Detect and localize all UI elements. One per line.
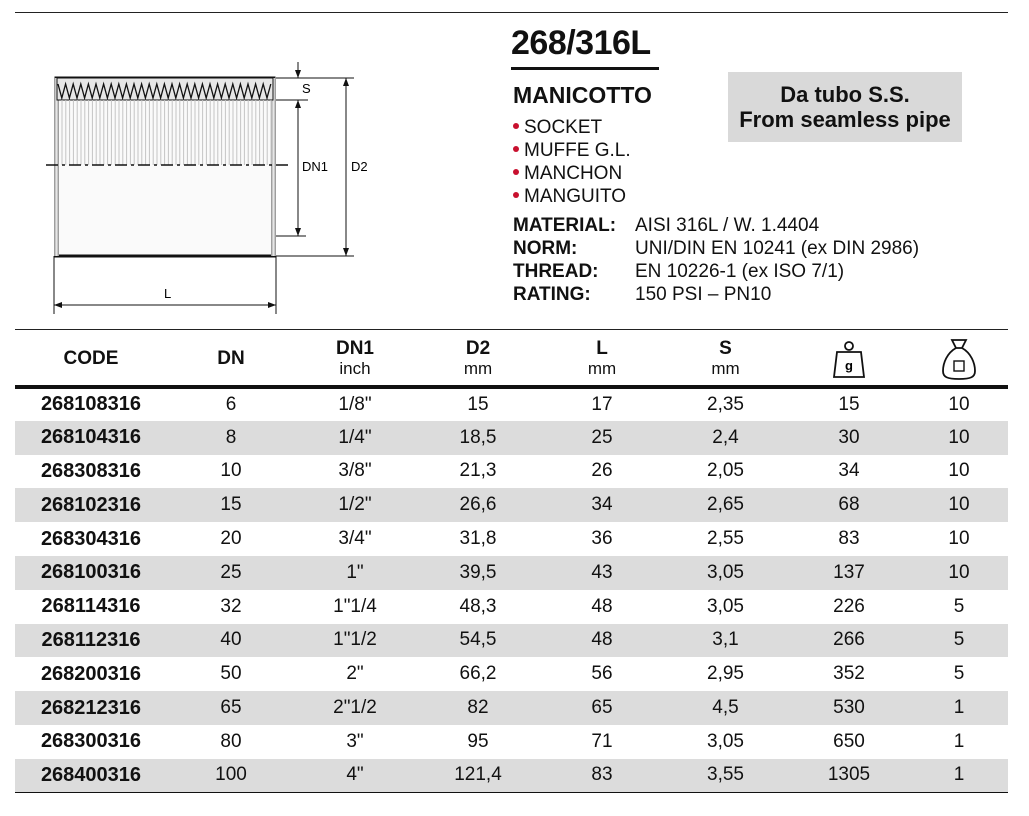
spec-value: UNI/DIN EN 10241 (ex DIN 2986) <box>635 237 920 259</box>
cell-code: 268104316 <box>40 426 142 449</box>
cell-dn: 80 <box>220 730 242 752</box>
cell-package-qty: 10 <box>948 494 970 516</box>
cell-code: 268108316 <box>40 393 142 416</box>
bullet-dot-icon <box>513 123 519 129</box>
table-row <box>15 759 1008 793</box>
cell-dn1: 1"1/2 <box>333 629 377 651</box>
cell-s: 2,65 <box>707 494 744 516</box>
cell-s: 3,05 <box>707 595 744 617</box>
table-header-row <box>15 333 1008 387</box>
weight-icon <box>832 339 866 379</box>
cell-s: 3,55 <box>663 759 788 793</box>
cell-weight: 137 <box>833 561 865 583</box>
cell-code: 268308316 <box>40 459 142 482</box>
svg-text:g: g <box>845 358 853 373</box>
label-l: L <box>164 286 172 301</box>
cell-dn1: 1" <box>346 561 364 583</box>
top-rule <box>15 12 1008 13</box>
cell-dn1: 4" <box>295 759 415 793</box>
cell-s: 2,05 <box>707 460 744 482</box>
cell-l: 34 <box>591 494 613 516</box>
cell-dn: 100 <box>167 759 295 793</box>
spec-value: EN 10226-1 (ex ISO 7/1) <box>635 260 845 282</box>
cell-dn: 20 <box>220 528 242 550</box>
cell-weight: 352 <box>833 663 865 685</box>
origin-box <box>728 72 962 142</box>
cell-d2: 54,5 <box>459 629 497 651</box>
header-unit: inch <box>339 359 371 378</box>
cell-package-qty: 10 <box>948 460 970 482</box>
cell-code: 268112316 <box>41 628 141 651</box>
cell-d2: 21,3 <box>459 460 497 482</box>
cell-dn: 50 <box>220 663 242 685</box>
cell-dn1: 1"1/4 <box>333 595 377 617</box>
table-row <box>15 522 1008 556</box>
header-package <box>910 333 1008 387</box>
cell-dn: 65 <box>220 697 242 719</box>
cell-d2: 18,5 <box>459 426 497 448</box>
origin-line-2: From seamless pipe <box>739 107 951 132</box>
spec-row-norm <box>513 237 919 260</box>
table-row <box>15 590 1008 624</box>
cell-dn1: 2" <box>346 663 364 685</box>
bag-icon <box>941 337 977 381</box>
header-weight <box>788 333 910 387</box>
table-body <box>15 387 1008 793</box>
cell-d2: 82 <box>467 697 489 719</box>
table-row <box>15 556 1008 590</box>
cell-dn1: 3/4" <box>338 528 372 550</box>
cell-weight: 530 <box>833 697 865 719</box>
cell-package-qty: 10 <box>948 393 970 415</box>
dn1-arrow-top <box>295 100 301 108</box>
cell-dn1: 1/4" <box>338 426 372 448</box>
header-dn: DN <box>167 333 295 387</box>
translation-list <box>513 116 631 208</box>
product-name: MANICOTTO <box>513 82 652 108</box>
cell-l: 48 <box>591 595 613 617</box>
bullet-dot-icon <box>513 192 519 198</box>
cell-dn: 8 <box>225 426 237 448</box>
d2-arrow-bottom <box>343 248 349 256</box>
bullet-dot-icon <box>513 169 519 175</box>
cell-s: 2,55 <box>707 528 744 550</box>
cell-weight: 15 <box>838 393 860 415</box>
cell-weight: 83 <box>838 528 860 550</box>
spec-label: MATERIAL: <box>513 214 617 236</box>
cell-dn: 15 <box>220 494 242 516</box>
cell-package-qty: 1 <box>910 759 1008 793</box>
label-d2: D2 <box>351 159 368 174</box>
cell-dn1: 2"1/2 <box>333 697 377 719</box>
product-code: 268/316L <box>511 24 651 62</box>
table-row <box>15 488 1008 522</box>
table-row <box>15 624 1008 658</box>
cell-s: 2,35 <box>707 393 744 415</box>
cell-dn: 6 <box>225 393 237 415</box>
cell-s: 3,05 <box>707 730 744 752</box>
l-arrow-left <box>54 302 62 308</box>
cell-l: 83 <box>541 759 663 793</box>
header-l: L mm <box>541 333 663 387</box>
cell-dn1: 3" <box>346 730 364 752</box>
cell-package-qty: 10 <box>948 426 970 448</box>
cell-l: 71 <box>591 730 613 752</box>
translation-item: MUFFE G.L. <box>513 139 631 162</box>
spec-label: NORM: <box>513 237 578 259</box>
cell-dn1: 1/2" <box>338 494 372 516</box>
cell-d2: 66,2 <box>459 663 497 685</box>
cell-package-qty: 1 <box>953 697 965 719</box>
cell-d2: 121,4 <box>415 759 541 793</box>
table-row <box>15 657 1008 691</box>
spec-value: 150 PSI – PN10 <box>635 283 772 305</box>
socket-drawing <box>40 60 400 330</box>
cell-l: 43 <box>591 561 613 583</box>
cell-weight: 650 <box>833 730 865 752</box>
socket-left-wall <box>54 78 59 256</box>
cell-dn: 10 <box>220 460 242 482</box>
cell-weight: 34 <box>838 460 860 482</box>
cell-d2: 15 <box>467 393 489 415</box>
cell-weight: 68 <box>838 494 860 516</box>
cell-l: 17 <box>591 393 613 415</box>
cell-package-qty: 5 <box>953 629 965 651</box>
label-s: S <box>302 81 311 96</box>
cell-code: 268300316 <box>40 730 142 753</box>
spec-row-material <box>513 214 919 237</box>
cell-s: 4,5 <box>712 697 739 719</box>
cell-weight: 30 <box>838 426 860 448</box>
product-code-underline <box>511 67 659 70</box>
cell-l: 65 <box>591 697 613 719</box>
dn1-arrow-bottom <box>295 228 301 236</box>
cell-s: 3,1 <box>712 629 739 651</box>
cell-code: 268100316 <box>40 561 142 584</box>
cell-code: 268400316 <box>15 759 167 793</box>
label-dn1: DN1 <box>302 159 329 174</box>
l-arrow-right <box>268 302 276 308</box>
cell-l: 56 <box>591 663 613 685</box>
cell-dn1: 1/8" <box>338 393 372 415</box>
spec-list <box>513 214 919 306</box>
cell-package-qty: 1 <box>953 730 965 752</box>
cell-code: 268114316 <box>41 595 141 618</box>
cell-d2: 39,5 <box>459 561 497 583</box>
header-unit: mm <box>587 359 617 378</box>
cell-weight: 266 <box>833 629 865 651</box>
d2-arrow-top <box>343 78 349 86</box>
cell-d2: 26,6 <box>459 494 497 516</box>
spec-label: THREAD: <box>513 260 599 282</box>
table-row <box>15 455 1008 489</box>
origin-line-1: Da tubo S.S. <box>780 82 910 107</box>
cell-code: 268102316 <box>40 493 142 516</box>
translation-item: MANGUITO <box>513 185 631 208</box>
cell-d2: 48,3 <box>459 595 497 617</box>
header-d2: D2 mm <box>415 333 541 387</box>
header-dn1: DN1 inch <box>295 333 415 387</box>
cell-code: 268212316 <box>40 696 142 719</box>
cell-s: 2,4 <box>712 426 739 448</box>
table-row <box>15 421 1008 455</box>
cell-weight: 1305 <box>788 759 910 793</box>
cell-code: 268304316 <box>40 527 142 550</box>
cell-package-qty: 10 <box>948 561 970 583</box>
cell-l: 48 <box>591 629 613 651</box>
socket-right-wall <box>271 78 276 256</box>
cell-dn: 32 <box>220 595 242 617</box>
cell-dn: 25 <box>220 561 242 583</box>
header-s: S mm <box>663 333 788 387</box>
spec-row-thread <box>513 260 919 283</box>
table-row <box>15 387 1008 421</box>
cell-dn1: 3/8" <box>338 460 372 482</box>
cell-weight: 226 <box>833 595 865 617</box>
cell-dn: 40 <box>220 629 242 651</box>
header-unit: mm <box>711 359 740 378</box>
header-unit: mm <box>463 359 493 378</box>
cell-package-qty: 5 <box>953 595 965 617</box>
cell-s: 2,95 <box>707 663 744 685</box>
cell-package-qty: 10 <box>948 528 970 550</box>
spec-row-rating <box>513 283 919 306</box>
cell-s: 3,05 <box>707 561 744 583</box>
cell-package-qty: 5 <box>953 663 965 685</box>
cell-l: 26 <box>591 460 613 482</box>
cell-d2: 31,8 <box>459 528 497 550</box>
translation-item: MANCHON <box>513 162 631 185</box>
translation-item: SOCKET <box>513 116 631 139</box>
bullet-dot-icon <box>513 146 519 152</box>
spec-label: RATING: <box>513 283 591 305</box>
s-arrow <box>295 70 301 78</box>
table-row <box>15 725 1008 759</box>
product-table <box>15 333 1008 793</box>
spec-value: AISI 316L / W. 1.4404 <box>635 214 820 236</box>
header-code: CODE <box>15 333 167 387</box>
cell-l: 36 <box>591 528 613 550</box>
cell-d2: 95 <box>467 730 489 752</box>
technical-drawing <box>40 60 400 330</box>
cell-l: 25 <box>591 426 613 448</box>
table-row <box>15 691 1008 725</box>
cell-code: 268200316 <box>40 662 142 685</box>
